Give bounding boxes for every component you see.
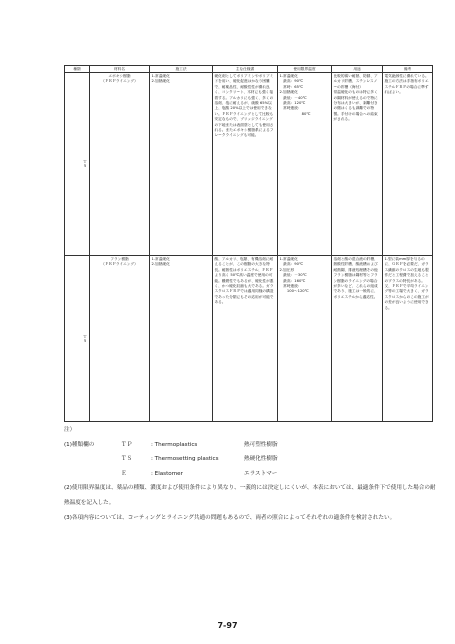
table-header-row — [65, 66, 433, 73]
header-kind: 種類 — [65, 66, 90, 73]
legend-code: ＴＰ — [121, 441, 133, 448]
legend-code: ＴＳ — [121, 456, 133, 463]
material-spec-table — [64, 65, 433, 422]
header-note: 備考 — [383, 66, 433, 73]
note-item-3: (3)各項内容については、コーティングとライニング共通の問題もあるので、両者の照合によってそれぞれの適条件を検討されたい。 — [64, 514, 396, 521]
legend-japanese: 熱硬化性樹脂 — [244, 456, 278, 463]
spec-cell: 酸、アルカリ、塩類、有機溶剤に耐えることが、この樹脂の大きな特長。耐熱性はポリエステル、ＦＲＰより高く 50℃高い温度で使用の可能。難燃性でもあるが、硬化性が悪く、かつ硬化収縮も大である。ガラスクロスＦＲＰでは適用同様の構造であった分類にもその応用が可能である。 — [213, 256, 278, 422]
legend-english: : Thermosetting plastics — [151, 456, 219, 463]
material-cell: エポキシ樹脂 （ＦＲＰライニング） — [90, 73, 150, 256]
legend-code: Ｅ — [121, 470, 127, 477]
method-cell: 1.常温硬化 2.加熱硬化 — [150, 73, 213, 256]
legend-row — [64, 452, 436, 467]
material-cell: フラン樹脂 （ＦＲＰライニング） — [90, 256, 150, 422]
use-cell: 溶剤と酸の混合液の貯槽、熱酸性貯槽、酸液槽および耐熱鋼、排液処理槽その他フラン樹脂は鋼材等とフラン樹脂のライニングの場合が多いなど、これらの組成であり、施工は一般的に、ポリエステルから適応性。 — [332, 256, 383, 422]
note-item-2: (2)使用限界温度は、薬品の種類、濃度および使用条件により異なり、一義的には決定しにくいが、本表においては、最適条件下で使用した場合の耐熱温度を記入した。 — [64, 485, 436, 506]
notes-section — [64, 423, 436, 525]
legend-row — [64, 438, 436, 453]
notes-heading: 注） — [64, 427, 76, 433]
legend-english: : Thermoplastics — [151, 441, 198, 448]
header-method: 施工法 — [150, 66, 213, 73]
legend-label: (1)種類欄の — [64, 441, 95, 448]
legend-row — [64, 467, 436, 482]
legend-japanese: 熱可塑性樹脂 — [244, 441, 278, 448]
note-cell: 1.型に装mm厚を与るのに、ＧＲＰを必要だ、ガラス繊維のクロスの生地も製作だと工程費で加えることのプラスの特長がある。又、ＦＲＰで平均ライニング等の工場で大きく、ガラスクロスからのこの施工がの差が良いように使用できる。 — [383, 256, 433, 422]
header-material: 材料名 — [90, 66, 150, 73]
header-use: 用途 — [332, 66, 383, 73]
page-number: 7-97 — [217, 621, 238, 630]
table-row — [65, 256, 433, 422]
temp-cell: 1.常温硬化 最高：90℃ 常時：65℃ 2.加熱硬化 最低：－40℃ 最高：120℃ 常時連続： 80℃ — [278, 73, 332, 256]
temp-cell: 1.常温硬化 最高：90℃ 2.加圧形 最低：－30℃ 最高：160℃ 常時連続： 100～120℃ — [278, 256, 332, 422]
kind-cell: ＴＳ — [65, 256, 90, 422]
header-spec: 主な仕様書 — [213, 66, 278, 73]
header-temp: 使用限界温度 — [278, 66, 332, 73]
legend-japanese: エラストマー — [244, 470, 278, 477]
kind-cell: ＴＳ — [65, 73, 90, 256]
note-cell: 電気絶縁性に優れている。施工の方法は手指布ポリエステルＦＲＰの場合に準ずればよい。 — [383, 73, 433, 256]
spec-cell: 硬化剤としてポリアミンやポリアミドを用い、硬化促進はかなり困難で、耐薬品性、耐酸性性が優れ良く、コンクリート、木材にも強く接着する。アルカリにも強く、多くの溶剤、塩に耐えるが、硫酸 65%以上、塩酸 20%以上では使用できない。ＦＲＰライニングとして比較も安定なもので、ブリッジライニングの下地または表面塗としても使用される。またエポキシ樹脂系によるフレークライニングも可能。 — [213, 73, 278, 256]
use-cell: 比較的薄い耐熱、防錆、アルカリ貯槽、ステンレスノーの貯槽（海付） 常温硬化のものは特に多くの鋼材料が使えるので特に分布は大きいが、剥離付きの側はくるも剥離での特徴。手付けの場合への結束がされる。 — [332, 73, 383, 256]
table-row — [65, 73, 433, 256]
legend-english: : Elastomer — [151, 470, 183, 477]
method-cell: 1.常温硬化 2.加熱硬化 — [150, 256, 213, 422]
